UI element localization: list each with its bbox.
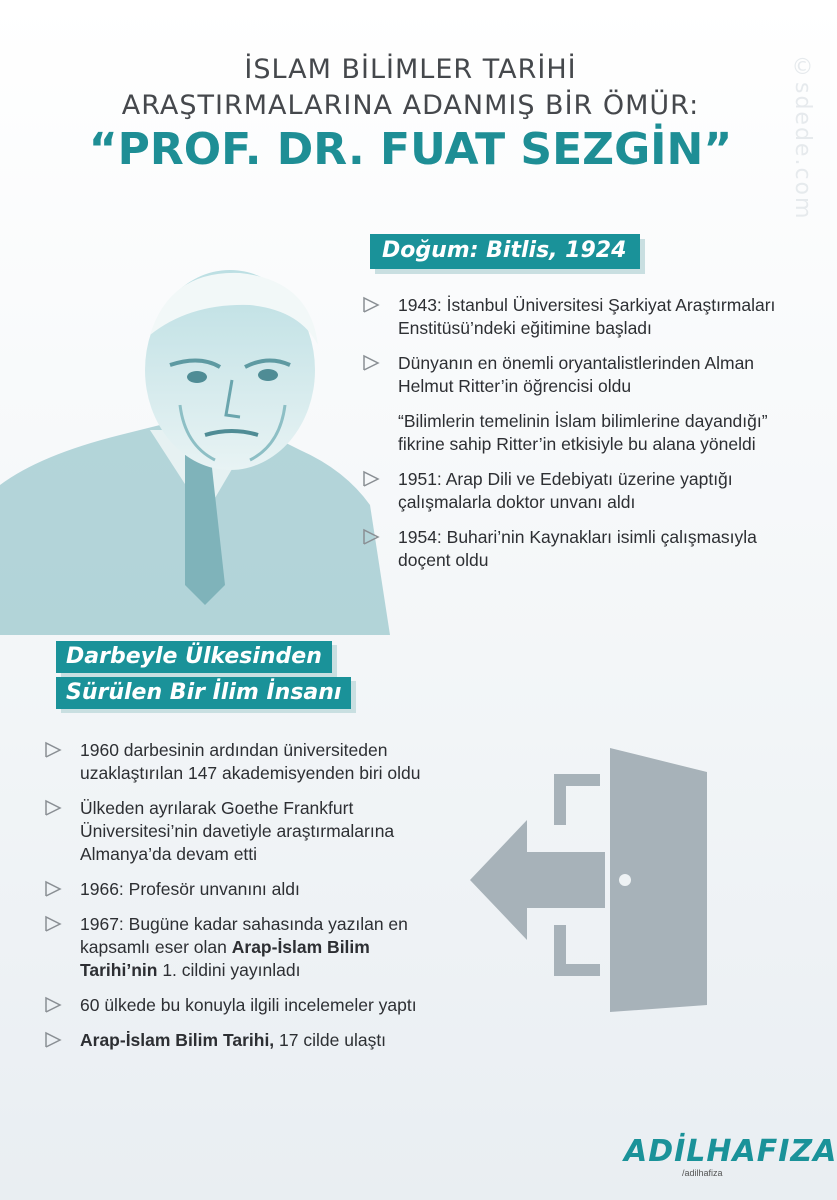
list-item-text: 1943: İstanbul Üniversitesi Şarkiyat Araştırmaları Enstitüsü’ndeki eğitimine başladı [398, 295, 776, 338]
list-item-text: 17 cilde ulaştı [274, 1030, 387, 1050]
triangle-bullet-icon [44, 880, 64, 898]
list-item [398, 468, 798, 514]
title-line-1: İSLAM BİLİMLER TARİHİ [244, 54, 577, 85]
list-item [80, 797, 430, 866]
triangle-bullet-icon [44, 799, 64, 817]
list-item-text: 60 ülkede bu konuyla ilgili incelemeler yaptı [80, 995, 417, 1015]
exile-banner [56, 641, 351, 709]
list-item [398, 410, 798, 456]
list-item-text: 1951: Arap Dili ve Edebiyatı üzerine yaptığı çalışmalarla doktor unvanı aldı [398, 469, 733, 512]
list-item-text: “Bilimlerin temelinin İslam bilimlerine dayandığı” fikrine sahip Ritter’in etkisiyle bu alana yöneldi [398, 411, 768, 454]
list-item [398, 352, 798, 398]
list-item [80, 739, 430, 785]
list-item [80, 1029, 430, 1052]
triangle-bullet-icon [44, 1031, 64, 1049]
exit-door-icon [465, 740, 745, 1020]
list-item-bold: Arap-İslam Bilim Tarihi, [80, 1030, 275, 1050]
social-handle: /adilhafiza [682, 1168, 723, 1178]
list-item [80, 913, 430, 982]
logo-part-2: HAFIZA [706, 1134, 837, 1169]
brand-logo [624, 1134, 837, 1180]
title-line-2: ARAŞTIRMALARINA ADANMIŞ BİR ÖMÜR: [121, 90, 700, 121]
list-item-text: Dünyanın en önemli oryantalistlerinden Alman Helmut Ritter’in öğrencisi oldu [398, 353, 755, 396]
list-item-text: 1967: Bugüne kadar sahasında yazılan en kapsamlı eser olan [80, 914, 408, 957]
triangle-bullet-icon [44, 915, 64, 933]
triangle-bullet-icon [362, 470, 382, 488]
list-item [80, 878, 430, 901]
triangle-bullet-icon [362, 354, 382, 372]
portrait-illustration [0, 255, 400, 635]
list-item-bold: Arap-İslam Bilim Tarihi’nin [80, 937, 370, 980]
list-item-text: 1960 darbesinin ardından üniversiteden uzaklaştırılan 147 akademisyenden biri oldu [80, 740, 421, 783]
career-list [398, 294, 798, 584]
triangle-bullet-icon [44, 741, 64, 759]
birth-banner: Doğum: Bitlis, 1924 [370, 234, 640, 269]
list-item-text: 1954: Buhari’nin Kaynakları isimli çalışmasıyla doçent oldu [398, 527, 757, 570]
list-item-text: Ülkeden ayrılarak Goethe Frankfurt Üniversitesi’nin davetiyle araştırmalarına Almanya’da devam etti [80, 798, 395, 864]
triangle-bullet-icon [362, 296, 382, 314]
triangle-bullet-icon [44, 996, 64, 1014]
list-item-text: 1. cildini yayınladı [157, 960, 301, 980]
watermark: ©sdede.com [790, 55, 815, 221]
list-item [398, 526, 798, 572]
logo-part-1: ADİL [624, 1134, 707, 1169]
page-title: “PROF. DR. FUAT SEZGİN” [88, 124, 733, 175]
exile-banner-line-2: Sürülen Bir İlim İnsanı [56, 677, 351, 709]
list-item [398, 294, 798, 340]
exile-banner-line-1: Darbeyle Ülkesinden [56, 641, 332, 673]
exile-list [80, 739, 430, 1064]
list-item-text: 1966: Profesör unvanını aldı [80, 879, 300, 899]
list-item [80, 994, 430, 1017]
triangle-bullet-icon [362, 528, 382, 546]
